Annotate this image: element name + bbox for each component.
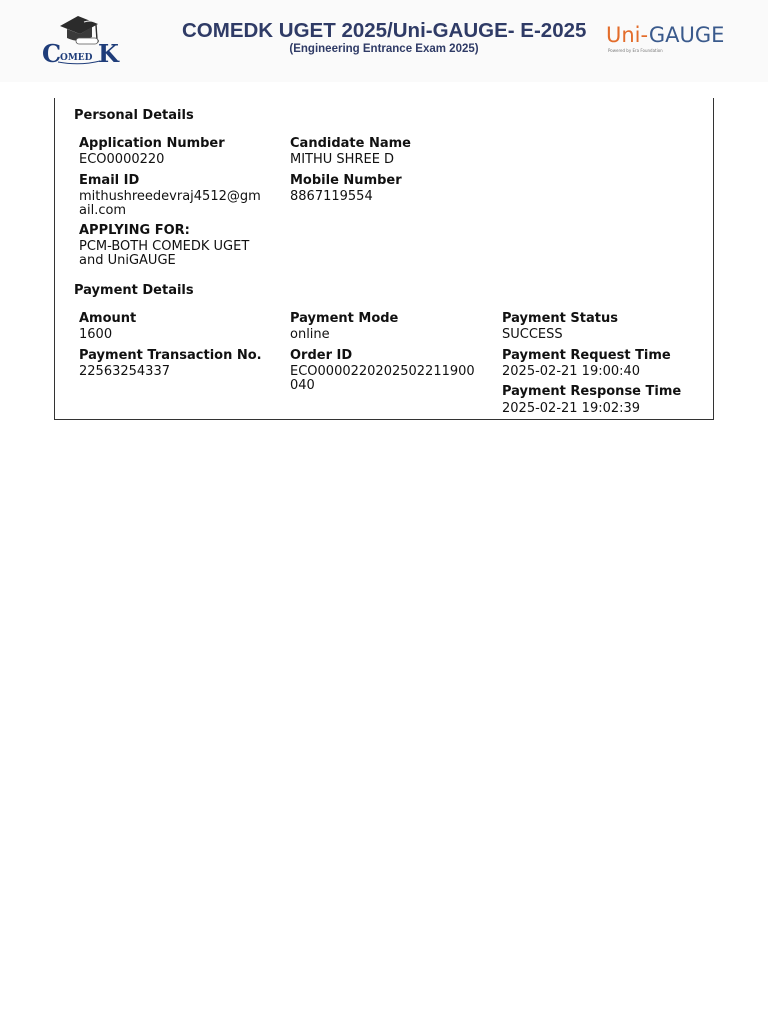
unigauge-logo (606, 22, 741, 58)
application-number-value: ECO0000220 (79, 152, 165, 167)
email-id-value: mithushreedevraj4512@gmail.com (79, 189, 261, 218)
comedk-logo-k: K (98, 39, 119, 68)
page-header (0, 0, 768, 82)
response-time-value: 2025-02-21 19:02:39 (502, 401, 641, 416)
order-id-label: Order ID (290, 348, 353, 363)
payment-status-label: Payment Status (502, 311, 618, 326)
applying-for-value: PCM-BOTH COMEDK UGET and UniGAUGE (79, 239, 250, 268)
mobile-number-value: 8867119554 (290, 189, 373, 204)
payment-details-heading: Payment Details (74, 283, 194, 298)
transaction-no-label: Payment Transaction No. (79, 348, 262, 363)
page-subtitle: (Engineering Entrance Exam 2025) (289, 43, 479, 55)
unigauge-logo-tagline: Powered by Era Foundation (608, 48, 663, 53)
comedk-logo-c: C (42, 39, 62, 68)
amount-label: Amount (79, 311, 137, 326)
page-title: COMEDK UGET 2025/Uni-GAUGE- E-2025 (182, 19, 587, 42)
payment-mode-value: online (290, 327, 330, 342)
comedk-logo-omed: OMED (60, 53, 93, 63)
payment-status-value: SUCCESS (502, 327, 563, 342)
details-box (54, 98, 714, 420)
amount-value: 1600 (79, 327, 113, 342)
transaction-no-value: 22563254337 (79, 364, 170, 379)
candidate-name-value: MITHU SHREE D (290, 152, 395, 167)
request-time-value: 2025-02-21 19:00:40 (502, 364, 641, 379)
applying-for-label: APPLYING FOR: (79, 223, 190, 238)
application-number-label: Application Number (79, 136, 225, 151)
email-id-label: Email ID (79, 173, 140, 188)
unigauge-logo-uni: Uni- (606, 23, 649, 47)
personal-details-heading: Personal Details (74, 108, 194, 123)
order-id-value: ECO0000220202502211900040 (290, 364, 475, 393)
candidate-name-label: Candidate Name (290, 136, 411, 151)
response-time-label: Payment Response Time (502, 384, 682, 399)
request-time-label: Payment Request Time (502, 348, 671, 363)
comedk-logo (40, 12, 124, 68)
unigauge-logo-gauge: GAUGE (648, 23, 725, 47)
mobile-number-label: Mobile Number (290, 173, 402, 188)
payment-mode-label: Payment Mode (290, 311, 399, 326)
